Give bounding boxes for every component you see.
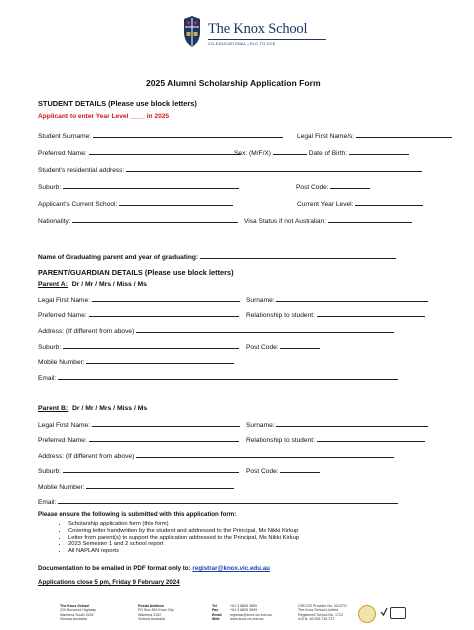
footer-school-address: The Knox School 220 Burwood Highway Wantirna South 3152 Victoria Australia — [60, 604, 96, 622]
parent-a-postcode-field[interactable] — [280, 342, 320, 349]
footer-registration: CRICOS Provider No. 00127G The Knox School Limited Registered School No. 1712 A.B.N. 46 005 735 372 — [298, 604, 347, 622]
year-level-label: Applicant to enter Year Level ____ in 2025 — [38, 113, 170, 120]
parent-b-surname-label: Surname: — [246, 422, 275, 429]
parent-a-label: Parent A: — [38, 281, 68, 288]
parent-a-email-field[interactable] — [58, 373, 398, 380]
nationality-label: Nationality: — [38, 218, 71, 225]
parent-b-preferred-name-field[interactable] — [89, 435, 239, 442]
accreditation-seal-icon — [358, 605, 376, 623]
parent-details-heading: PARENT/GUARDIAN DETAILS (Please use block letters) — [38, 268, 234, 277]
graduating-parent-label: Name of Graduating parent and year of graduating: — [38, 254, 199, 261]
student-postcode-field[interactable] — [330, 182, 370, 189]
current-year-field[interactable] — [355, 199, 423, 206]
footer-contact-values: +61 3 8805 3800 +61 3 8805 3899 registrar@knox.vic.edu.au www.knox.vic.edu.au — [230, 604, 272, 622]
footer-postal-address: Postal Address PO Box 450 Knox City Wantirna 3152 Victoria Australia — [138, 604, 174, 622]
page-footer — [40, 604, 440, 626]
student-surname-label: Student Surname: — [38, 133, 92, 140]
parent-b-preferred-name-label: Preferred Name: — [38, 437, 87, 444]
current-school-label: Applicant's Current School: — [38, 201, 118, 208]
parent-a-preferred-name-label: Preferred Name: — [38, 312, 87, 319]
parent-b-mobile-label: Mobile Number: — [38, 484, 85, 491]
parent-b-first-name-label: Legal First Name: — [38, 422, 91, 429]
submission-heading: Please ensure the following is submitted with this application form: — [38, 511, 237, 518]
checkmark-icon — [380, 607, 388, 617]
dob-label: Date of Birth: — [308, 150, 348, 157]
parent-b-surname-field[interactable] — [276, 420, 428, 427]
parent-a-postcode-label: Post Code: — [246, 344, 279, 351]
sex-field[interactable] — [273, 148, 307, 155]
parent-a-email-label: Email: — [38, 375, 57, 382]
parent-b-email-field[interactable] — [58, 497, 398, 504]
student-postcode-label: Post Code: — [296, 184, 329, 191]
parent-a-address-label: Address: (If different from above) — [38, 328, 135, 335]
parent-a-relationship-field[interactable] — [317, 310, 425, 317]
parent-a-mobile-field[interactable] — [86, 357, 234, 364]
graduating-parent-field[interactable] — [200, 252, 396, 259]
school-crest-icon — [180, 16, 204, 48]
submission-list — [58, 521, 299, 555]
sex-label: Sex: (M/F/X) — [234, 150, 271, 157]
parent-a-suburb-field[interactable] — [63, 342, 239, 349]
parent-a-suburb-label: Suburb: — [38, 344, 62, 351]
student-preferred-name-label: Preferred Name: — [38, 150, 87, 157]
form-title: 2025 Alumni Scholarship Application Form — [146, 78, 321, 88]
affiliation-badge-icon — [390, 607, 406, 619]
parent-b-postcode-label: Post Code: — [246, 468, 279, 475]
parent-b-label: Parent B: — [38, 405, 69, 412]
school-name: The Knox School — [208, 21, 308, 37]
submission-item: • Letter from parent(s) to support the application addressed to the Principal, Ms Nikki Kirkup — [68, 535, 299, 542]
visa-label: Visa Status if not Australian: — [244, 218, 326, 225]
parent-b-first-name-field[interactable] — [92, 420, 240, 427]
email-note: Documentation to be emailed in PDF format only to: — [38, 565, 191, 572]
parent-b-address-field[interactable] — [136, 451, 394, 458]
submission-item: • All NAPLAN reports — [68, 548, 299, 555]
closing-date: Applications close 5 pm, Friday 9 February 2024 — [38, 579, 180, 586]
submission-item: • Covering letter handwritten by the student and addressed to the Principal, Ms Nikki Kirkup — [68, 528, 299, 535]
current-year-label: Current Year Level: — [297, 201, 354, 208]
parent-a-first-name-field[interactable] — [92, 295, 240, 302]
dob-field[interactable] — [349, 148, 409, 155]
student-first-names-field[interactable] — [356, 131, 452, 138]
submission-item: • 2023 Semester 1 and 2 school report — [68, 541, 299, 548]
current-school-field[interactable] — [119, 199, 233, 206]
parent-b-relationship-field[interactable] — [317, 435, 425, 442]
submission-item: • Scholarship application form (this form) — [68, 521, 299, 528]
student-suburb-label: Suburb: — [38, 184, 62, 191]
student-details-heading: STUDENT DETAILS (Please use block letters) — [38, 99, 197, 108]
parent-a-address-field[interactable] — [136, 326, 394, 333]
parent-b-relationship-label: Relationship to student: — [246, 437, 315, 444]
nationality-field[interactable] — [72, 216, 238, 223]
student-address-field[interactable] — [126, 165, 422, 172]
parent-b-titles[interactable]: Dr / Mr / Mrs / Miss / Ms — [72, 405, 148, 412]
parent-b-email-label: Email: — [38, 499, 57, 506]
parent-b-mobile-field[interactable] — [86, 482, 234, 489]
parent-a-surname-field[interactable] — [276, 295, 428, 302]
student-address-label: Student's residential address: — [38, 167, 125, 174]
parent-a-titles[interactable]: Dr / Mr / Mrs / Miss / Ms — [71, 281, 147, 288]
footer-contact-labels: Tel Fax Email Web — [212, 604, 222, 622]
school-tagline: CO-EDUCATIONAL | ELC TO VCE — [208, 41, 276, 46]
parent-b-postcode-field[interactable] — [280, 466, 320, 473]
parent-b-address-label: Address: (If different from above) — [38, 453, 135, 460]
parent-a-preferred-name-field[interactable] — [89, 310, 239, 317]
parent-b-suburb-field[interactable] — [63, 466, 239, 473]
visa-field[interactable] — [328, 216, 412, 223]
logo-divider — [208, 39, 326, 40]
registrar-email-link[interactable]: registrar@knox.vic.edu.au — [192, 565, 270, 572]
parent-a-first-name-label: Legal First Name: — [38, 297, 91, 304]
parent-a-relationship-label: Relationship to student: — [246, 312, 315, 319]
student-first-names-label: Legal First Name/s: — [297, 133, 355, 140]
parent-a-mobile-label: Mobile Number: — [38, 359, 85, 366]
student-surname-field[interactable] — [93, 131, 283, 138]
parent-b-suburb-label: Suburb: — [38, 468, 62, 475]
school-logo — [178, 12, 328, 52]
student-suburb-field[interactable] — [63, 182, 239, 189]
student-preferred-name-field[interactable] — [89, 148, 241, 155]
parent-a-surname-label: Surname: — [246, 297, 275, 304]
